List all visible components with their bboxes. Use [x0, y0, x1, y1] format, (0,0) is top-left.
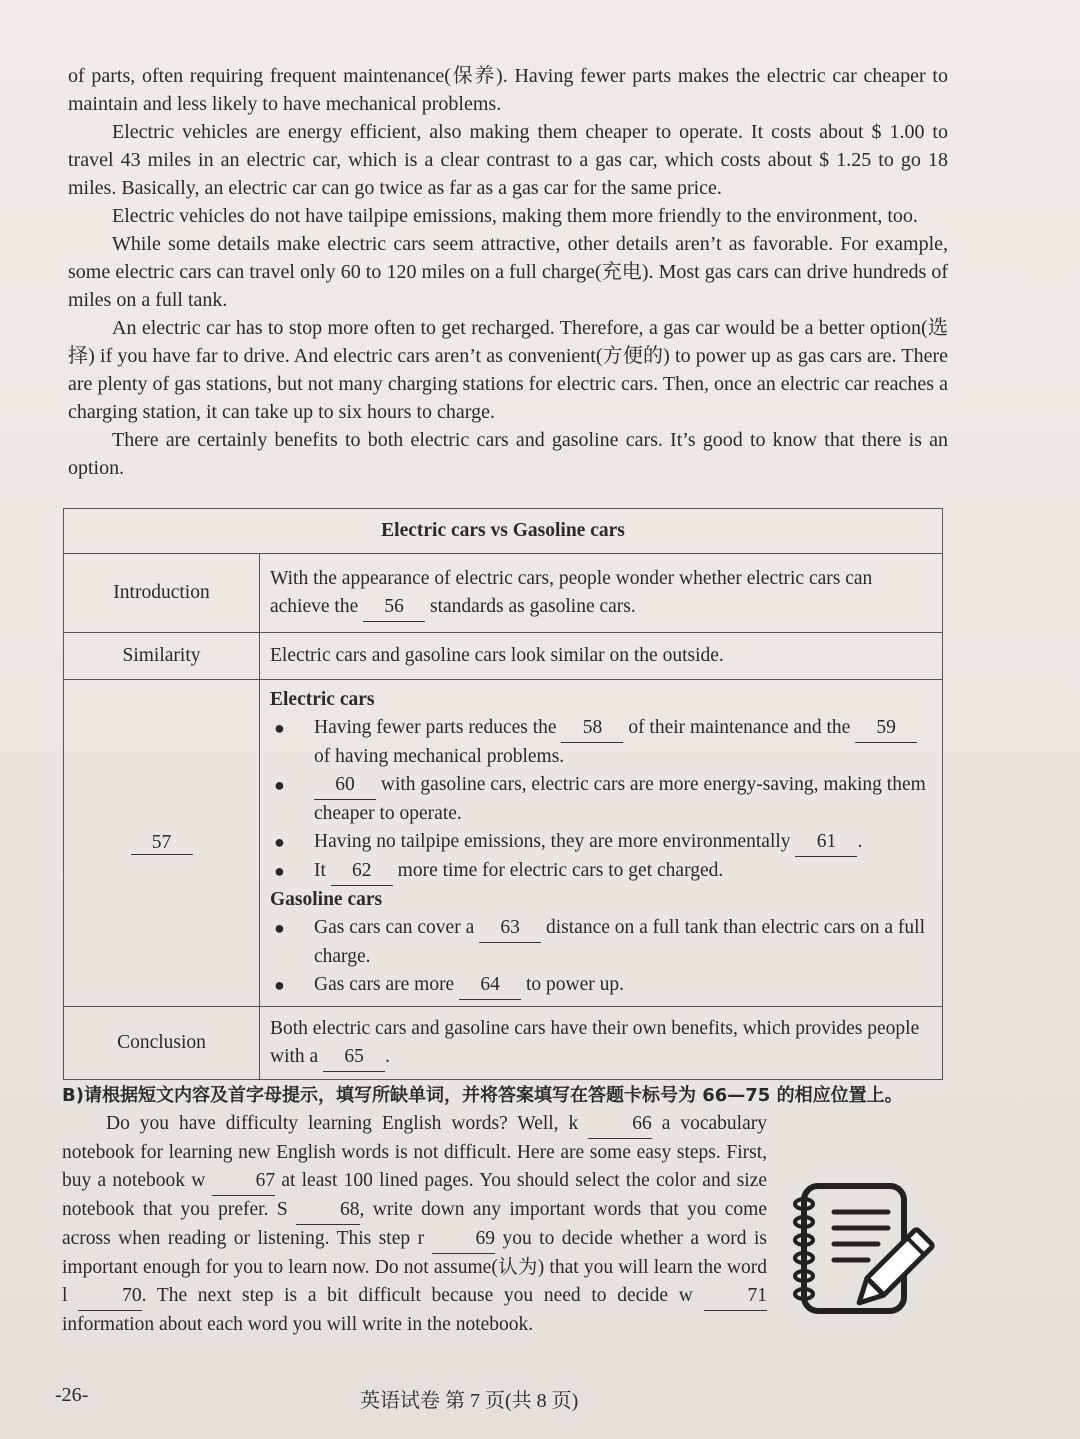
blank-66[interactable]: 66 — [588, 1110, 652, 1139]
blank-67[interactable]: 67 — [212, 1167, 276, 1196]
electric-cars-heading: Electric cars — [270, 689, 375, 710]
blank-63[interactable]: 63 — [479, 914, 541, 943]
section-b — [62, 1082, 942, 1339]
conclusion-content: Both electric cars and gasoline cars have their own benefits, which provides people with a 65 . — [260, 1007, 943, 1080]
electric-point-1: ● Having fewer parts reduces the 58 of their maintenance and the 59 of having mechanical problems. — [270, 714, 932, 771]
blank-69[interactable]: 69 — [432, 1225, 496, 1254]
electric-point-4: ● It 62 more time for electric cars to get charged. — [270, 857, 932, 886]
blank-59[interactable]: 59 — [855, 714, 917, 743]
page-number: -26- — [55, 1384, 89, 1406]
section-b-passage — [62, 1110, 942, 1339]
gasoline-cars-heading: Gasoline cars — [270, 889, 383, 910]
similarity-label: Similarity — [64, 633, 260, 680]
paragraph-5: An electric car has to stop more often to get recharged. Therefore, a gas car would be a better option(选择) if you have far to drive. And electric cars aren’t as convenient(方便的) to power up as gas cars are. There are plenty of gas stations, but not many charging stations for electric cars. Then, once an electric car reaches a charging station, it can take up to six hours to charge. — [68, 317, 948, 423]
similarity-content: Electric cars and gasoline cars look similar on the outside. — [260, 633, 943, 680]
blank-56[interactable]: 56 — [363, 593, 425, 622]
row-label-cell — [64, 680, 260, 1007]
blank-70[interactable]: 70 — [78, 1282, 142, 1311]
notebook-pencil-icon — [786, 1176, 936, 1326]
blank-71[interactable]: 71 — [704, 1282, 768, 1311]
blank-65[interactable]: 65 — [323, 1043, 385, 1072]
paragraph-2: Electric vehicles are energy efficient, also making them cheaper to operate. It costs about $ 1.00 to travel 43 miles in an electric car, which is a clear contrast to a gas car, which costs about $ 1.25 to go 18 miles. Basically, an electric car can go twice as far as a gas car for the same price. — [68, 121, 948, 199]
blank-62[interactable]: 62 — [331, 857, 393, 886]
exam-title: 英语试卷 第 7 页(共 8 页) — [360, 1390, 579, 1412]
electric-point-2: ● 60 with gasoline cars, electric cars are more energy-saving, making them cheaper to operate. — [270, 771, 932, 828]
blank-60[interactable]: 60 — [314, 771, 376, 800]
table-title: Electric cars vs Gasoline cars — [64, 509, 943, 554]
introduction-label: Introduction — [64, 554, 260, 633]
blank-64[interactable]: 64 — [459, 971, 521, 1000]
blank-57[interactable]: 57 — [131, 832, 193, 855]
gasoline-point-2: ● Gas cars are more 64 to power up. — [270, 971, 932, 1000]
introduction-content: With the appearance of electric cars, people wonder whether electric cars can achieve the 56 standards as gasoline cars. — [260, 554, 943, 633]
summary-table — [63, 508, 943, 1080]
paragraph-1: of parts, often requiring frequent maintenance(保养). Having fewer parts makes the electric car cheaper to maintain and less likely to have mechanical problems. — [68, 65, 948, 115]
paragraph-4: While some details make electric cars seem attractive, other details aren’t as favorable. For example, some electric cars can travel only 60 to 120 miles on a full charge(充电). Most gas cars can drive hundreds of miles on a full tank. — [68, 233, 948, 311]
paragraph-6: There are certainly benefits to both electric cars and gasoline cars. It’s good to know that there is an option. — [68, 429, 948, 479]
blank-61[interactable]: 61 — [795, 828, 857, 857]
gasoline-point-1: ● Gas cars can cover a 63 distance on a full tank than electric cars on a full charge. — [270, 914, 932, 971]
section-b-text-1: Do you have difficulty learning English words? Well, k 66 a vocabulary notebook for learning new English words is not difficult. Here are some easy steps. First, buy a notebook w 67 at least 100 lined pages. You should select the color and size notebook that you prefer. S 68, write down any important words that you come across when reading or listening. This step r 69 you to decide whether a word is important enough for you to learn now. Do not assume(认为) that you will learn the word l 70. The next step is a bit difficult because you need to decide w 71 information about each word you will write in the notebook. — [62, 1110, 942, 1339]
blank-68[interactable]: 68 — [296, 1196, 360, 1225]
reading-passage — [68, 62, 948, 482]
comparison-content — [260, 680, 943, 1007]
conclusion-label: Conclusion — [64, 1007, 260, 1080]
blank-58[interactable]: 58 — [561, 714, 623, 743]
paragraph-3: Electric vehicles do not have tailpipe emissions, making them more friendly to the environment, too. — [112, 205, 918, 227]
electric-point-3: ● Having no tailpipe emissions, they are more environmentally 61 . — [270, 828, 932, 857]
section-b-instruction: B)请根据短文内容及首字母提示，填写所缺单词，并将答案填写在答题卡标号为 66—75 的相应位置上。 — [62, 1085, 903, 1106]
